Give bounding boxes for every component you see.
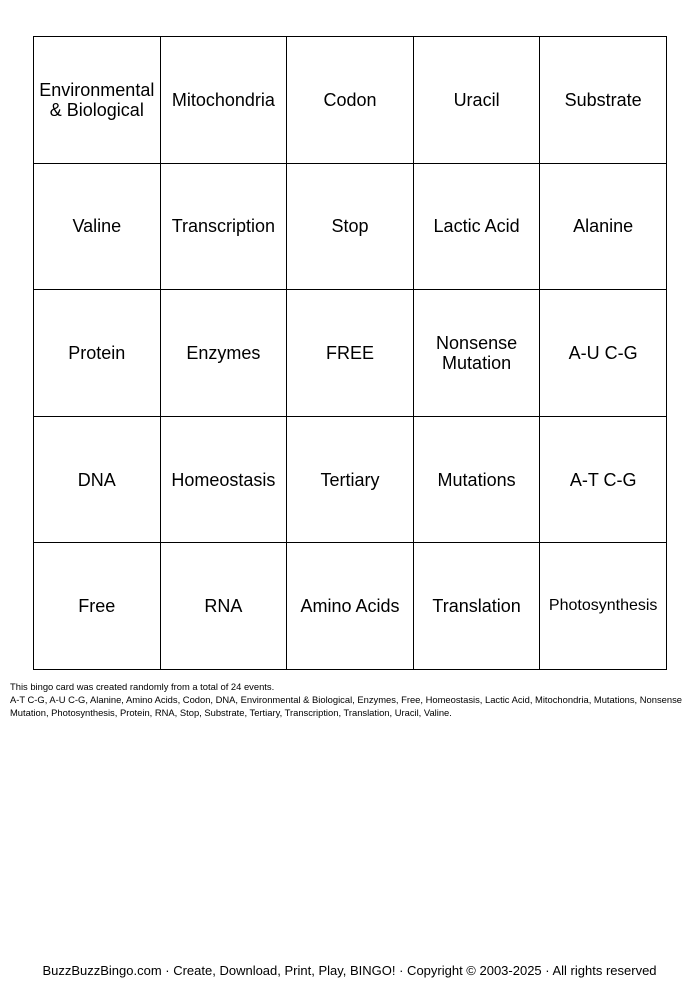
- bingo-cell: Translation: [413, 543, 540, 670]
- bingo-row: [34, 163, 667, 290]
- bingo-cell: Tertiary: [287, 416, 414, 543]
- bingo-row: [34, 416, 667, 543]
- bingo-cell: Protein: [34, 290, 161, 417]
- bingo-card-grid: [33, 36, 667, 670]
- bingo-cell: Valine: [34, 163, 161, 290]
- card-summary: This bingo card was created randomly from a total of 24 events.: [10, 681, 275, 692]
- bingo-cell: Codon: [287, 37, 414, 164]
- bingo-cell: Uracil: [413, 37, 540, 164]
- bingo-cell: Lactic Acid: [413, 163, 540, 290]
- bingo-cell: Free: [34, 543, 161, 670]
- bingo-cell: Homeostasis: [160, 416, 287, 543]
- bingo-cell: Mutations: [413, 416, 540, 543]
- bingo-cell: Substrate: [540, 37, 667, 164]
- bingo-row: [34, 290, 667, 417]
- bingo-cell-center: FREE: [287, 290, 414, 417]
- bingo-cell: Transcription: [160, 163, 287, 290]
- bingo-cell: DNA: [34, 416, 161, 543]
- bingo-cell: A-T C-G: [540, 416, 667, 543]
- card-notes: [10, 680, 692, 719]
- bingo-cell: Amino Acids: [287, 543, 414, 670]
- bingo-cell: Environmental & Biological: [34, 37, 161, 164]
- bingo-cell: Stop: [287, 163, 414, 290]
- bingo-cell: Enzymes: [160, 290, 287, 417]
- bingo-row: [34, 37, 667, 164]
- bingo-cell: RNA: [160, 543, 287, 670]
- bingo-cell: A-U C-G: [540, 290, 667, 417]
- bingo-cell: Nonsense Mutation: [413, 290, 540, 417]
- bingo-cell: Alanine: [540, 163, 667, 290]
- bingo-row: [34, 543, 667, 670]
- bingo-cell: Photosynthesis: [540, 543, 667, 670]
- bingo-cell: Mitochondria: [160, 37, 287, 164]
- event-list: A-T C-G, A-U C-G, Alanine, Amino Acids, Codon, DNA, Environmental & Biological, Enzymes, Free, Homeostasis, Lactic Acid, Mitochondria, Mutations, Nonsense Mutation, Photosynthesis, Protein, RNA, Stop, Substrate, Tertiary, Transcription, Translation, Uracil, Valine.: [10, 694, 682, 718]
- page-footer: BuzzBuzzBingo.com · Create, Download, Print, Play, BINGO! · Copyright © 2003-2025 · All rights reserved: [42, 963, 657, 978]
